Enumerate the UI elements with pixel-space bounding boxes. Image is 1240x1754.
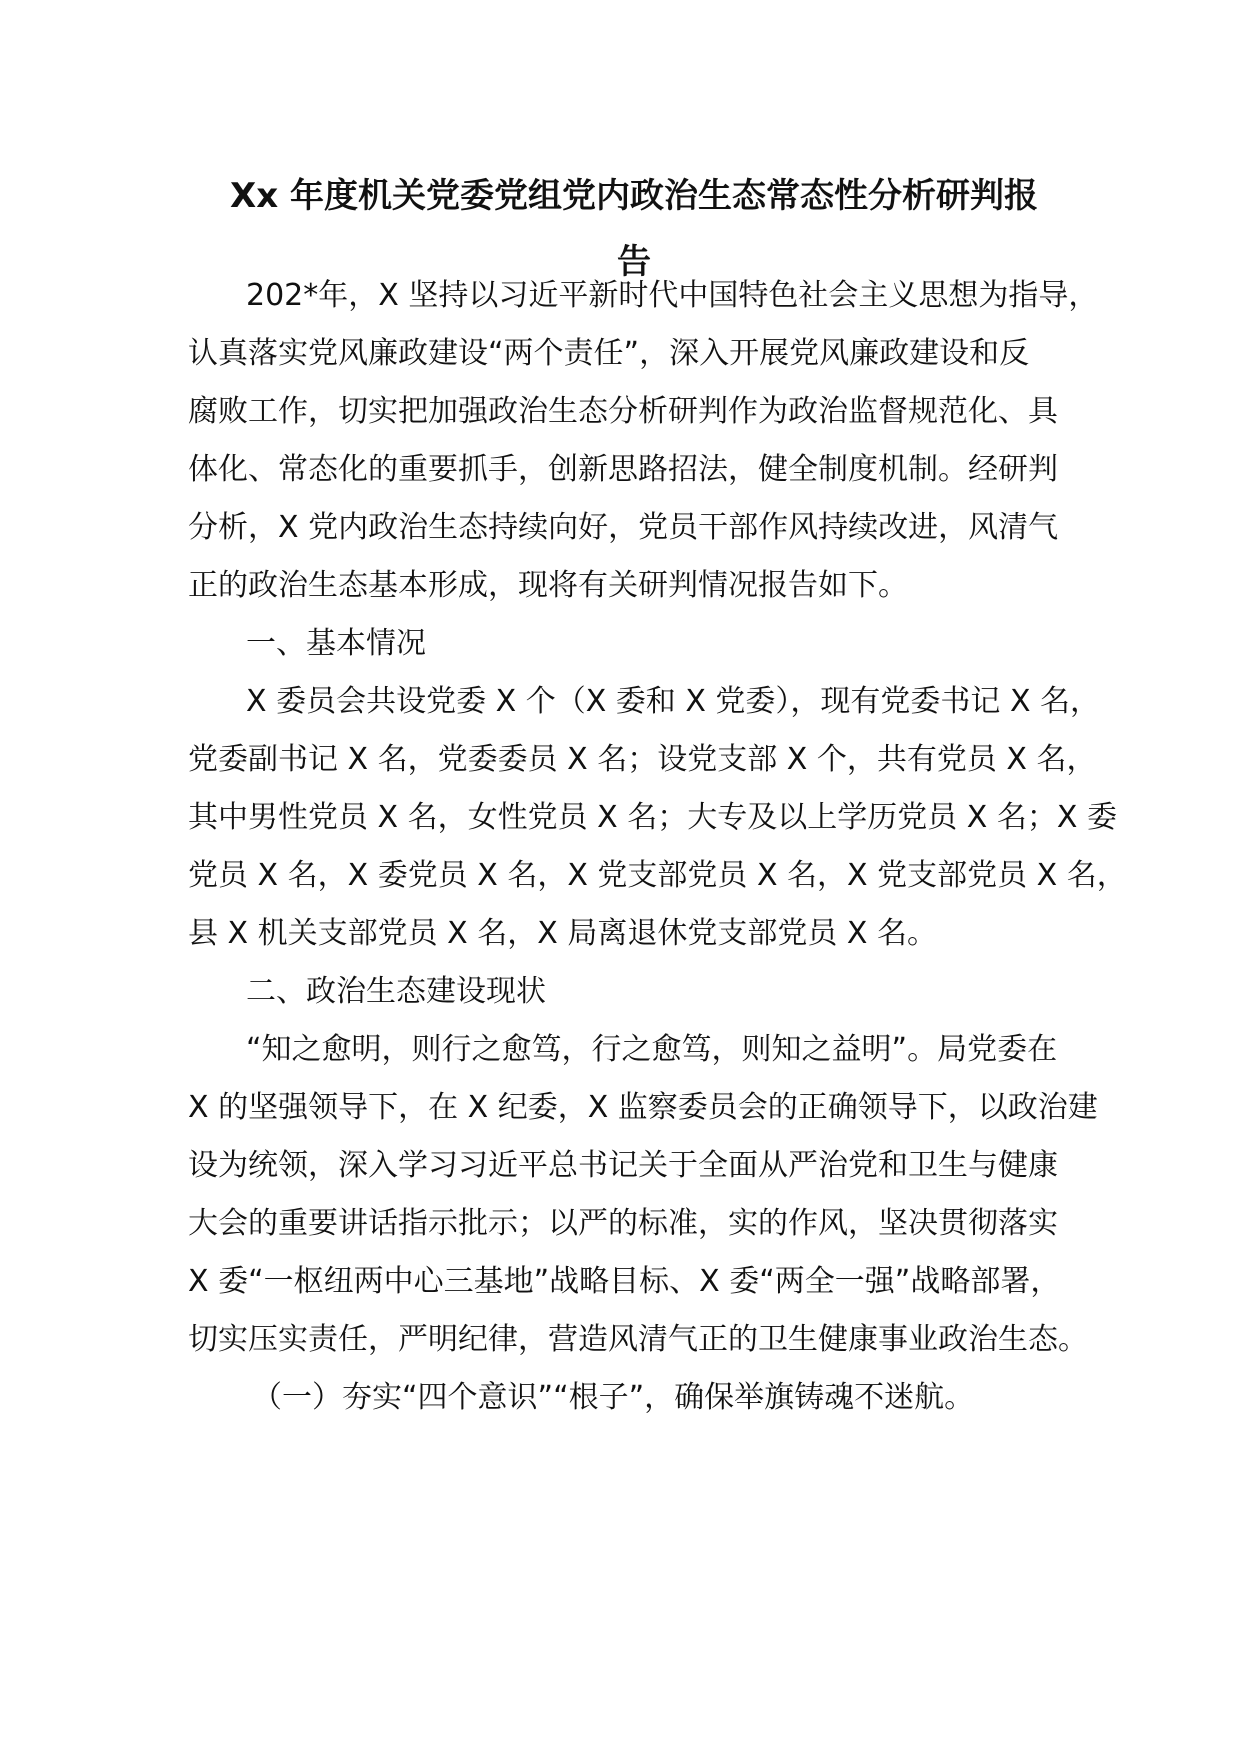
paragraph-line: 党员 X 名，X 委党员 X 名，X 党支部党员 X 名，X 党支部党员 X 名， [188, 858, 1127, 893]
paragraph-line: 党委副书记 X 名，党委委员 X 名；设党支部 X 个，共有党员 X 名， [188, 742, 1097, 777]
paragraph-line: 其中男性党员 X 名，女性党员 X 名；大专及以上学历党员 X 名；X 委 [188, 800, 1117, 835]
paragraph-line: 县 X 机关支部党员 X 名，X 局离退休党支部党员 X 名。 [188, 916, 937, 951]
paragraph-line: 切实压实责任，严明纪律，营造风清气正的卫生健康事业政治生态。 [188, 1322, 1088, 1357]
paragraph-line: 大会的重要讲话指示批示；以严的标准，实的作风，坚决贯彻落实 [188, 1206, 1058, 1241]
paragraph-line: X 委员会共设党委 X 个（X 委和 X 党委），现有党委书记 X 名， [246, 684, 1101, 719]
document-title-line-2: 告 [617, 242, 651, 282]
paragraph-line: 认真落实党风廉政建设“两个责任”，深入开展党风廉政建设和反 [188, 336, 1030, 371]
section-heading-political-ecology: 二、政治生态建设现状 [246, 974, 546, 1009]
paragraph-line: X 委“一枢纽两中心三基地”战略目标、X 委“两全一强”战略部署， [188, 1264, 1061, 1299]
paragraph-line: 分析，X 党内政治生态持续向好，党员干部作风持续改进，风清气 [188, 510, 1059, 545]
paragraph-line: X 的坚强领导下，在 X 纪委，X 监察委员会的正确领导下，以政治建 [188, 1090, 1098, 1125]
paragraph-line: “知之愈明，则行之愈笃，行之愈笃，则知之益明”。局党委在 [246, 1032, 1058, 1067]
subsection-heading: （一）夯实“四个意识”“根子”，确保举旗铸魂不迷航。 [252, 1380, 975, 1415]
paragraph-line: 202*年，X 坚持以习近平新时代中国特色社会主义思想为指导， [246, 278, 1099, 313]
document-title-line-1: Xx 年度机关党委党组党内政治生态常态性分析研判报 [230, 176, 1038, 216]
paragraph-line: 体化、常态化的重要抓手，创新思路招法，健全制度机制。经研判 [188, 452, 1058, 487]
section-heading-basic-situation: 一、基本情况 [246, 626, 426, 661]
paragraph-line: 腐败工作，切实把加强政治生态分析研判作为政治监督规范化、具 [188, 394, 1058, 429]
paragraph-line: 设为统领，深入学习习近平总书记关于全面从严治党和卫生与健康 [188, 1148, 1058, 1183]
paragraph-line: 正的政治生态基本形成，现将有关研判情况报告如下。 [188, 568, 908, 603]
